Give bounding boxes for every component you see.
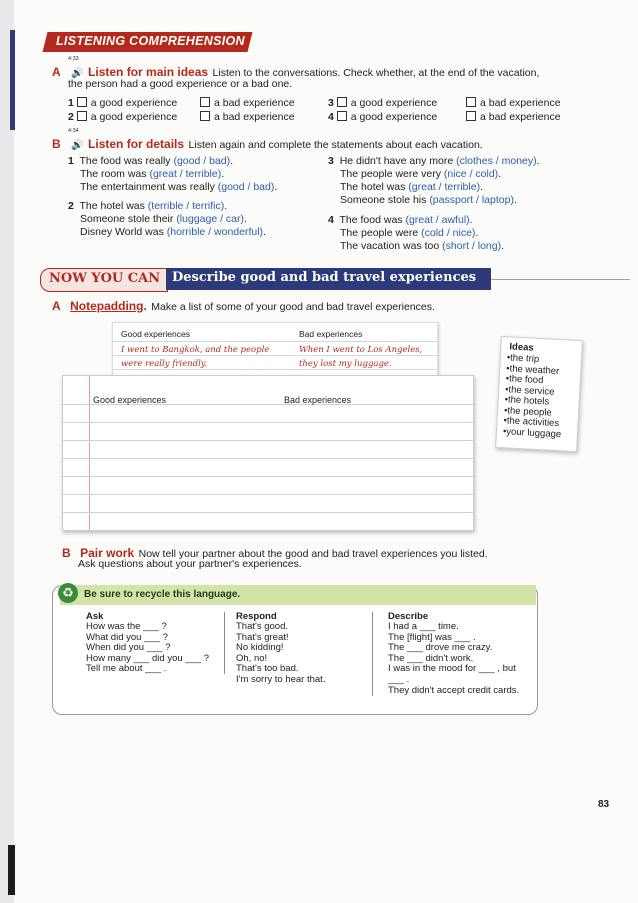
detail-group-4	[328, 214, 504, 253]
option-bad: a bad experience	[214, 111, 295, 123]
item-3-bad	[466, 97, 561, 110]
item-3	[328, 97, 437, 110]
punct: .	[480, 181, 483, 193]
column-divider	[224, 612, 225, 674]
item-number: 4	[328, 214, 334, 226]
checkbox-bad[interactable]	[466, 111, 476, 121]
exercise-instruction-cont: Ask questions about your partner's experiences.	[78, 558, 302, 570]
now-you-can-title-box	[166, 268, 491, 290]
phrase: No kidding!	[236, 642, 284, 654]
phrase: Tell me about ___ .	[86, 663, 167, 675]
checkbox-good[interactable]	[77, 97, 87, 107]
statement: He didn't have any more	[339, 155, 457, 167]
statement: The hotel was	[340, 181, 409, 193]
phrase: ___ .	[388, 673, 410, 685]
chapter-tab-bar	[10, 30, 15, 130]
notepadding-heading	[52, 297, 435, 315]
item-1-bad	[200, 97, 295, 110]
answer-choice[interactable]: (good / bad)	[217, 181, 275, 193]
example-entry: were really friendly.	[121, 359, 208, 369]
example-entry: they lost my luggage.	[299, 359, 392, 369]
respond-column	[236, 611, 325, 686]
phrase: I had a ___ time.	[388, 621, 459, 632]
phrase: When did you ___ ?	[86, 642, 171, 654]
idea-item: • the weather	[506, 364, 565, 378]
column-title: Ask	[86, 611, 104, 622]
answer-choice[interactable]: (luggage / car)	[176, 213, 245, 225]
answer-choice[interactable]: (clothes / money)	[456, 155, 537, 167]
track-number-a: 4:33	[68, 56, 79, 62]
exercise-instruction: Listen to the conversations. Check whether, at the end of the vacation,	[212, 67, 540, 79]
option-good: a good experience	[350, 97, 438, 109]
statement: The entertainment was really	[80, 181, 218, 193]
ideas-note	[495, 336, 583, 452]
exercise-instruction: Make a list of some of your good and bad travel experiences.	[151, 301, 435, 313]
option-bad: a bad experience	[214, 97, 295, 109]
column-header-good: Good experiences	[121, 329, 190, 339]
punct: .	[221, 168, 225, 180]
exercise-title: Listen for main ideas	[88, 65, 209, 79]
statement: Someone stole his	[340, 194, 430, 206]
item-number: 2	[68, 111, 74, 123]
option-good: a good experience	[90, 97, 178, 109]
phrase: How many ___ did you ___ ?	[86, 652, 210, 664]
recycle-icon: ♻	[58, 583, 78, 603]
ideas-title: Ideas	[509, 341, 534, 354]
example-entry: I went to Bangkok, and the people	[121, 345, 270, 355]
answer-choice[interactable]: (great / terrible)	[408, 181, 481, 193]
idea-item: • your luggage	[503, 427, 562, 441]
describe-column	[388, 611, 519, 696]
period: .	[143, 299, 147, 313]
checkbox-bad[interactable]	[200, 97, 210, 107]
binding-mark	[8, 845, 15, 895]
speaker-icon[interactable]: 🔊	[71, 140, 84, 151]
answer-choice[interactable]: (cold / nice)	[421, 227, 476, 239]
punct: .	[498, 168, 502, 180]
punct: .	[501, 240, 505, 252]
item-4-bad	[466, 111, 561, 124]
statement: The people were	[340, 227, 422, 239]
option-good: a good experience	[90, 111, 178, 123]
option-good: a good experience	[350, 111, 438, 123]
item-number: 4	[328, 111, 334, 123]
exercise-letter: A	[52, 65, 61, 79]
answer-choice[interactable]: (great / awful)	[405, 214, 470, 226]
answer-choice[interactable]: (horrible / wonderful)	[166, 226, 264, 238]
phrase: I'm sorry to hear that.	[236, 673, 326, 685]
phrase: That's great!	[236, 631, 289, 643]
detail-group-2	[68, 200, 266, 239]
student-notepad[interactable]	[62, 375, 474, 531]
answer-choice[interactable]: (good / bad)	[173, 155, 231, 167]
answer-choice[interactable]: (terrible / terrific)	[147, 200, 225, 212]
exercise-letter: B	[52, 137, 61, 151]
phrase: That's good.	[236, 621, 288, 632]
recycle-heading: Be sure to recycle this language.	[84, 589, 241, 600]
column-title: Respond	[236, 611, 277, 622]
column-divider	[372, 612, 373, 696]
divider	[491, 279, 630, 280]
checkbox-good[interactable]	[337, 97, 347, 107]
statement: The food was really	[79, 155, 174, 167]
punct: .	[536, 155, 540, 167]
exercise-instruction: Listen again and complete the statements about each vacation.	[188, 139, 483, 151]
section-banner-title: LISTENING COMPREHENSION	[56, 34, 245, 48]
ideas-list	[503, 353, 566, 440]
now-you-can-header	[40, 268, 630, 292]
answer-choice[interactable]: (great / terrible)	[149, 168, 222, 180]
item-number: 3	[328, 97, 334, 109]
phrase: I was in the mood for ___ , but	[388, 663, 516, 675]
option-bad: a bad experience	[480, 97, 561, 109]
phrase: What did you ___ ?	[86, 631, 168, 643]
column-header-bad: Bad experiences	[284, 395, 352, 405]
idea-item: • the trip	[507, 353, 566, 367]
item-2	[68, 111, 177, 124]
page-number: 83	[598, 799, 610, 810]
exercise-b-heading	[52, 135, 483, 153]
punct: .	[244, 213, 247, 225]
answer-choice[interactable]: (short / long)	[442, 240, 502, 252]
answer-choice[interactable]: (nice / cold)	[443, 168, 499, 180]
now-you-can-tag	[40, 268, 168, 292]
option-bad: a bad experience	[480, 111, 561, 123]
phrase: The [flight] was ___ .	[388, 631, 476, 643]
example-entry: When I went to Los Angeles,	[299, 345, 423, 355]
checkbox-good[interactable]	[337, 111, 347, 121]
exercise-title: Pair work	[80, 546, 135, 560]
ask-column	[86, 611, 209, 675]
checkbox-bad[interactable]	[466, 97, 476, 107]
exercise-title: Listen for details	[88, 137, 185, 151]
item-number: 1	[68, 155, 74, 167]
idea-item: • the people	[504, 406, 563, 420]
speaker-icon[interactable]: 🔊	[71, 68, 84, 79]
exercise-letter: B	[62, 546, 71, 560]
phrase: That's too bad.	[236, 663, 299, 675]
answer-choice[interactable]: (passport / laptop)	[429, 194, 514, 206]
phrase: They didn't accept credit cards.	[388, 684, 520, 696]
item-number: 1	[68, 97, 74, 109]
phrase: How was the ___ ?	[86, 621, 167, 632]
idea-item: • the activities	[503, 416, 562, 430]
exercise-instruction: Now tell your partner about the good and bad travel experiences you listed.	[138, 548, 488, 560]
punct: .	[263, 226, 266, 238]
statement: The food was	[339, 214, 406, 226]
statement: The vacation was too	[340, 240, 443, 252]
checkbox-good[interactable]	[77, 111, 87, 121]
idea-item: • the food	[505, 374, 564, 388]
punct: .	[475, 227, 479, 239]
column-title: Describe	[388, 611, 429, 622]
item-number: 3	[328, 155, 334, 167]
statement: The room was	[80, 168, 150, 180]
detail-group-3	[328, 155, 540, 207]
phrase: The ___ drove me crazy.	[388, 642, 493, 654]
statement: Disney World was	[80, 226, 167, 238]
statement: The hotel was	[79, 200, 148, 212]
punct: .	[224, 200, 228, 212]
item-number: 2	[68, 200, 74, 212]
exercise-letter: A	[52, 299, 61, 313]
statement: Someone stole their	[80, 213, 177, 225]
now-you-can-label: NOW YOU CAN	[49, 271, 161, 286]
item-2-bad	[200, 111, 295, 124]
track-number-b: 4:34	[68, 128, 79, 134]
now-you-can-title: Describe good and bad travel experiences	[172, 270, 477, 285]
column-header-good: Good experiences	[93, 395, 167, 405]
exercise-title: Notepadding	[70, 299, 144, 313]
phrase: The ___ didn't work.	[388, 652, 474, 664]
statement: The people were very	[340, 168, 444, 180]
item-4	[328, 111, 437, 124]
punct: .	[230, 155, 234, 167]
exercise-instruction-cont: the person had a good experience or a bad one.	[68, 78, 293, 90]
checkbox-bad[interactable]	[200, 111, 210, 121]
idea-item: • the service	[505, 385, 564, 399]
punct: .	[274, 181, 278, 193]
phrase: Oh, no!	[236, 652, 268, 664]
idea-item: • the hotels	[504, 395, 563, 409]
item-1	[68, 97, 177, 110]
punct: .	[513, 194, 517, 206]
column-header-bad: Bad experiences	[299, 329, 363, 339]
punct: .	[469, 214, 473, 226]
detail-group-1	[68, 155, 277, 194]
